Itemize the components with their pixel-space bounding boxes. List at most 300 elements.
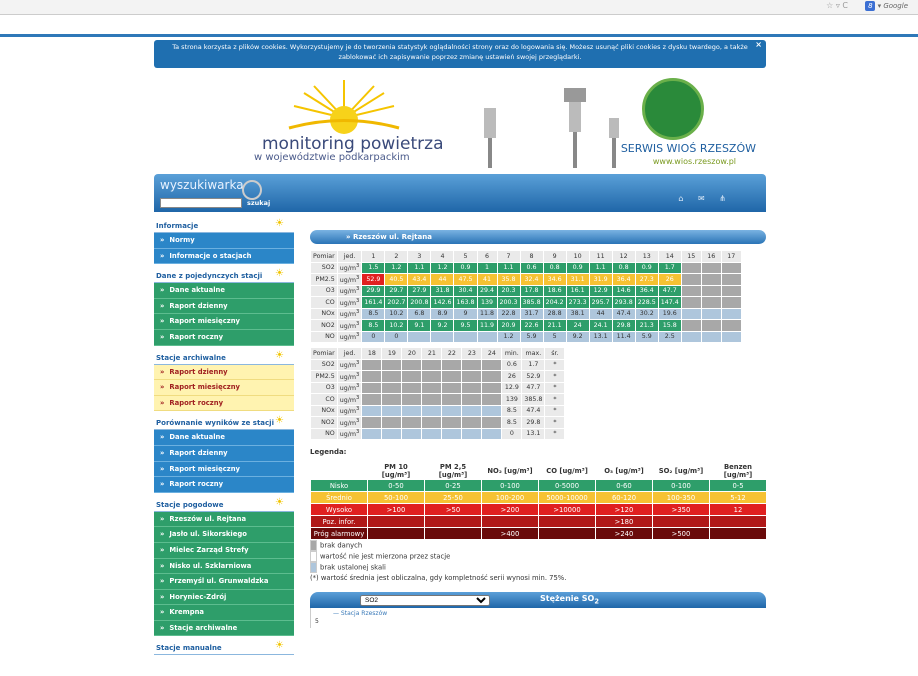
sidebar-section-title: Dane z pojedynczych stacji ☀ (154, 270, 294, 283)
legend-cell (710, 528, 767, 540)
sun-rays-icon: ☀ (275, 268, 284, 280)
value-cell: 163.8 (454, 297, 477, 309)
pollutant-cell: PM2.5 (311, 274, 338, 286)
header-cell: 13 (635, 251, 658, 263)
header-cell: 16 (701, 251, 721, 263)
value-cell: 1.2 (497, 331, 520, 343)
arrow-icon: » (160, 286, 165, 295)
value-cell (422, 371, 442, 383)
arrow-icon: » (160, 433, 165, 442)
search-engine[interactable]: 8 ▾ Google (865, 1, 908, 11)
header-cell: 15 (681, 251, 701, 263)
arrow-icon: » (160, 592, 165, 601)
value-cell: 0.9 (635, 262, 658, 274)
value-cell: 1.2 (431, 262, 454, 274)
value-cell: 9.2 (566, 331, 589, 343)
value-cell (462, 417, 482, 429)
value-cell: * (545, 382, 565, 394)
pollutant-cell: NO2 (311, 320, 338, 332)
sidebar-section-title: Stacje manualne ☀ (154, 642, 294, 655)
value-cell: 18.6 (543, 285, 566, 297)
value-cell (402, 394, 422, 406)
header-cell: 10 (566, 251, 589, 263)
value-cell: 204.2 (543, 297, 566, 309)
y-tick: 5 (315, 618, 319, 625)
table-row (311, 394, 565, 406)
mail-icon[interactable]: ✉ (698, 194, 705, 203)
serwis-title: SERWIS WIOŚ RZESZÓW (620, 142, 756, 155)
value-cell (422, 417, 442, 429)
legend-cell: >120 (596, 504, 653, 516)
legend-cell: 0-50 (368, 480, 425, 492)
header-cell: 3 (408, 251, 431, 263)
legend-cell (425, 516, 482, 528)
arrow-icon: » (160, 530, 165, 539)
header-cell: 22 (442, 348, 462, 360)
value-cell: 47.5 (454, 274, 477, 286)
value-cell: 8.5 (502, 405, 522, 417)
arrow-icon: » (160, 448, 165, 457)
value-cell: * (545, 428, 565, 440)
header-cell: min. (502, 348, 522, 360)
pollutant-cell: NO2 (311, 417, 338, 429)
legend-note: (*) wartość średnia jest obliczalna, gdy kompletność serii wynosi min. 75%. (310, 574, 567, 582)
value-cell: 2.5 (658, 331, 681, 343)
value-cell (482, 417, 502, 429)
unit-cell: $ug/m^3$ (337, 262, 362, 274)
main-content (310, 230, 766, 628)
header-cell: 4 (431, 251, 454, 263)
sidebar-item[interactable]: » Krempna (154, 605, 294, 621)
value-cell (701, 297, 721, 309)
value-cell (681, 274, 701, 286)
value-cell: 10.2 (385, 308, 408, 320)
value-cell (721, 297, 741, 309)
value-cell (681, 308, 701, 320)
legend-cell: 0-100 (482, 480, 539, 492)
value-cell (442, 394, 462, 406)
sidebar-item[interactable]: » Raport roczny (154, 330, 294, 346)
header-icons (666, 194, 726, 203)
sidebar-item[interactable]: » Dane aktualne (154, 283, 294, 299)
legend-key: wartość nie jest mierzona przez stacje (310, 551, 766, 562)
unit-cell: $ug/m^3$ (337, 320, 362, 332)
table-row (311, 428, 565, 440)
header-cell: jed. (337, 251, 362, 263)
table-row (311, 285, 742, 297)
value-cell (462, 394, 482, 406)
legend-cell: >400 (482, 528, 539, 540)
magnifier-icon (242, 180, 262, 200)
value-cell: 0.6 (520, 262, 543, 274)
table-row (311, 359, 565, 371)
legend-cell: >100 (368, 504, 425, 516)
value-cell (362, 428, 382, 440)
value-cell: 11.9 (477, 320, 497, 332)
value-cell (362, 371, 382, 383)
legend-row (311, 528, 767, 540)
legend-row (311, 492, 767, 504)
header-cell: 1 (362, 251, 385, 263)
legend-cell (482, 516, 539, 528)
value-cell (462, 359, 482, 371)
value-cell: 139 (477, 297, 497, 309)
sidebar-item[interactable]: » Mielec Zarząd Strefy (154, 543, 294, 559)
unit-cell: $ug/m^3$ (337, 371, 362, 383)
sidebar-section-s1 (154, 220, 294, 264)
value-cell (422, 359, 442, 371)
value-cell: 26 (658, 274, 681, 286)
unit-cell: $ug/m^3$ (337, 359, 362, 371)
value-cell: 31.9 (589, 274, 612, 286)
value-cell (477, 331, 497, 343)
arrow-icon: » (160, 480, 165, 489)
value-cell: 9 (454, 308, 477, 320)
value-cell: 1.1 (408, 262, 431, 274)
sun-rays-icon: ☀ (275, 349, 284, 361)
search-bar (154, 174, 766, 212)
site-subtitle: w województwie podkarpackim (254, 152, 410, 163)
value-cell: 24.1 (589, 320, 612, 332)
value-cell: 36.4 (612, 274, 635, 286)
value-cell (382, 394, 402, 406)
header-cell: 24 (482, 348, 502, 360)
value-cell: 9.5 (454, 320, 477, 332)
value-cell (382, 382, 402, 394)
sidebar-item[interactable]: » Raport dzienny (154, 299, 294, 315)
chart-body (310, 608, 766, 628)
value-cell: 5 (543, 331, 566, 343)
header-cell: 19 (382, 348, 402, 360)
value-cell (462, 428, 482, 440)
unit-cell: $ug/m^3$ (337, 382, 362, 394)
legend-row (311, 480, 767, 492)
arrow-icon: » (160, 332, 165, 341)
value-cell (402, 405, 422, 417)
value-cell (681, 331, 701, 343)
sidebar-section-title: Informacje ☀ (154, 220, 294, 233)
sidebar-item[interactable]: » Raport dzienny (154, 365, 294, 381)
sitemap-icon[interactable]: ⋔ (719, 194, 726, 203)
pollutant-cell: NOx (311, 308, 338, 320)
value-cell (402, 371, 422, 383)
arrow-icon: » (160, 383, 165, 392)
legend-cell: 0-60 (596, 480, 653, 492)
website-url[interactable]: www.wios.rzeszow.pl (652, 157, 736, 166)
home-icon[interactable]: ⌂ (678, 194, 684, 203)
value-cell: 0 (362, 331, 385, 343)
value-cell: 0.6 (502, 359, 522, 371)
chart-title: Stężenie $SO_2$ (540, 594, 599, 606)
value-cell: 30.4 (454, 285, 477, 297)
sidebar-section-s4 (154, 417, 294, 492)
legend-header: CO [ug/m³] (539, 463, 596, 480)
value-cell (462, 382, 482, 394)
legend-cell (368, 528, 425, 540)
arrow-icon: » (160, 577, 165, 586)
value-cell: * (545, 371, 565, 383)
value-cell: 8.5 (502, 417, 522, 429)
sidebar-item[interactable]: » Raport dzienny (154, 446, 294, 462)
value-cell: 0.9 (454, 262, 477, 274)
sidebar-section-s2 (154, 270, 294, 345)
arrow-icon: » (160, 561, 165, 570)
header-banner (154, 68, 766, 173)
value-cell: 29.8 (612, 320, 635, 332)
value-cell: 47.7 (658, 285, 681, 297)
value-cell: 21.3 (635, 320, 658, 332)
search-label: wyszukiwarka (160, 178, 244, 192)
value-cell (382, 428, 402, 440)
table-row (311, 308, 742, 320)
value-cell: 29.4 (477, 285, 497, 297)
header-cell: 6 (477, 251, 497, 263)
sidebar-item[interactable]: » Horyniec-Zdrój (154, 590, 294, 606)
legend-cell: 100-350 (653, 492, 710, 504)
value-cell (721, 262, 741, 274)
google-icon: 8 (865, 1, 875, 11)
legend-header: O₃ [ug/m³] (596, 463, 653, 480)
legend-cell: >10000 (539, 504, 596, 516)
value-cell: 35.8 (497, 274, 520, 286)
value-cell (681, 297, 701, 309)
value-cell (681, 262, 701, 274)
value-cell (442, 382, 462, 394)
value-cell: 1.5 (362, 262, 385, 274)
value-cell: 1.7 (658, 262, 681, 274)
legend-cell: >500 (653, 528, 710, 540)
cookie-banner (154, 40, 766, 68)
header-cell: Pomiar (311, 251, 338, 263)
legend-header: Benzen [ug/m³] (710, 463, 767, 480)
value-cell: 9.2 (431, 320, 454, 332)
legend-cell: 5000-10000 (539, 492, 596, 504)
value-cell: 12.9 (502, 382, 522, 394)
value-cell: 34.6 (543, 274, 566, 286)
legend-cell: 5-12 (710, 492, 767, 504)
value-cell: 47.4 (522, 405, 545, 417)
value-cell: 5.9 (635, 331, 658, 343)
value-cell: 16.1 (566, 285, 589, 297)
arrow-icon: » (160, 236, 165, 244)
value-cell: 202.7 (385, 297, 408, 309)
header-cell: śr. (545, 348, 565, 360)
search-input[interactable] (160, 198, 242, 208)
value-cell: 41 (477, 274, 497, 286)
sidebar-item[interactable]: » Raport miesięczny (154, 462, 294, 478)
legend-cell (539, 528, 596, 540)
value-cell: 10.2 (385, 320, 408, 332)
value-cell (362, 359, 382, 371)
value-cell: 295.7 (589, 297, 612, 309)
value-cell (701, 308, 721, 320)
value-cell: 44 (589, 308, 612, 320)
legend-cell: 12 (710, 504, 767, 516)
value-cell: 6.8 (408, 308, 431, 320)
legend-cell: 0-25 (425, 480, 482, 492)
value-cell (701, 331, 721, 343)
value-cell (402, 428, 422, 440)
search-button[interactable]: szukaj (247, 199, 271, 207)
legend-header (311, 463, 368, 480)
legend-cell: 25-50 (425, 492, 482, 504)
legend-cell (425, 528, 482, 540)
value-cell: 8.9 (431, 308, 454, 320)
legend-cell (539, 516, 596, 528)
browser-bar (0, 0, 918, 15)
value-cell: 38.1 (566, 308, 589, 320)
value-cell (701, 320, 721, 332)
value-cell (362, 382, 382, 394)
value-cell (721, 331, 741, 343)
value-cell: 29.9 (362, 285, 385, 297)
header-cell: 23 (462, 348, 482, 360)
value-cell: 139 (502, 394, 522, 406)
sidebar-item[interactable]: » Raport roczny (154, 477, 294, 493)
sidebar-item[interactable]: » Stacje archiwalne (154, 621, 294, 637)
header-cell: max. (522, 348, 545, 360)
unit-cell: $ug/m^3$ (337, 297, 362, 309)
value-cell: 31.7 (520, 308, 543, 320)
unit-cell: $ug/m^3$ (337, 405, 362, 417)
value-cell: 9.1 (408, 320, 431, 332)
value-cell: 17.8 (520, 285, 543, 297)
sidebar-section-s3 (154, 349, 294, 412)
sidebar-section-s6 (154, 642, 294, 655)
arrow-icon: » (160, 514, 165, 523)
value-cell (362, 417, 382, 429)
value-cell: 32.4 (520, 274, 543, 286)
value-cell: 20.3 (497, 285, 520, 297)
header-cell: 20 (402, 348, 422, 360)
legend-cell: 50-100 (368, 492, 425, 504)
value-cell: 11.4 (612, 331, 635, 343)
value-cell (422, 428, 442, 440)
value-cell: 30.2 (635, 308, 658, 320)
legend-header: SO₂ [ug/m³] (653, 463, 710, 480)
value-cell: 147.4 (658, 297, 681, 309)
value-cell: 13.1 (522, 428, 545, 440)
value-cell (721, 308, 741, 320)
close-icon[interactable]: × (755, 40, 762, 49)
legend-cell: 0-5000 (539, 480, 596, 492)
sidebar-item[interactable]: » Informacje o stacjach (154, 249, 294, 265)
sidebar (154, 220, 294, 661)
legend-cell: 100-200 (482, 492, 539, 504)
cookie-text: Ta strona korzysta z plików cookies. Wykorzystujemy je do tworzenia statystyk oglądalności strony oraz do logowania się. Możesz usunąć pliki cookies z dysku twardego, a także zablokować ich zapisywanie poprzez zmianę ustawień swojej przeglądarki. (172, 43, 748, 61)
star-icon[interactable]: ☆ ▿ C (826, 1, 848, 10)
sidebar-item[interactable]: » Nisko ul. Szklarniowa (154, 559, 294, 575)
pollutant-select[interactable] (360, 595, 490, 606)
sidebar-item[interactable]: » Przemyśl ul. Grunwaldzka (154, 574, 294, 590)
value-cell: 44 (431, 274, 454, 286)
value-cell: 21.1 (543, 320, 566, 332)
value-cell: 52.9 (522, 371, 545, 383)
sidebar-section-title: Stacje archiwalne ☀ (154, 352, 294, 365)
top-stripe (0, 34, 918, 37)
unit-cell: $ug/m^3$ (337, 331, 362, 343)
legend-header: NO₂ [ug/m³] (482, 463, 539, 480)
arrow-icon: » (160, 301, 165, 310)
arrow-icon: » (160, 398, 165, 407)
value-cell (402, 382, 422, 394)
swatch-icon (310, 540, 317, 551)
value-cell: 52.9 (362, 274, 385, 286)
value-cell (462, 405, 482, 417)
table-row (311, 320, 742, 332)
table-row (311, 262, 742, 274)
value-cell (482, 359, 502, 371)
table-row (311, 371, 565, 383)
value-cell (422, 394, 442, 406)
table-row (311, 331, 742, 343)
header-cell: 21 (422, 348, 442, 360)
value-cell: 161.4 (362, 297, 385, 309)
value-cell: * (545, 405, 565, 417)
legend-cell: 0-5 (710, 480, 767, 492)
sidebar-item[interactable]: » Jasło ul. Sikorskiego (154, 527, 294, 543)
sidebar-section-title: Porównanie wyników ze stacji ☀ (154, 417, 294, 430)
sidebar-item[interactable]: » Raport miesięczny (154, 380, 294, 396)
value-cell (482, 394, 502, 406)
sidebar-item[interactable]: » Normy (154, 233, 294, 249)
pollutant-cell: SO2 (311, 262, 338, 274)
hourly-table-1 (310, 250, 742, 343)
legend-cell: >240 (596, 528, 653, 540)
value-cell (462, 371, 482, 383)
unit-cell: $ug/m^3$ (337, 308, 362, 320)
legend-cell (653, 516, 710, 528)
value-cell: 8.5 (362, 320, 385, 332)
value-cell: 20.9 (497, 320, 520, 332)
sidebar-item[interactable]: » Dane aktualne (154, 430, 294, 446)
legend-cell: 0-100 (653, 480, 710, 492)
value-cell (442, 359, 462, 371)
legend-cell: Poz. infor. (311, 516, 368, 528)
sidebar-section-s5 (154, 496, 294, 637)
value-cell (721, 285, 741, 297)
value-cell (482, 371, 502, 383)
value-cell (362, 394, 382, 406)
legend-cell: Nisko (311, 480, 368, 492)
sidebar-item[interactable]: » Raport miesięczny (154, 314, 294, 330)
value-cell: 1.1 (497, 262, 520, 274)
header-cell: 11 (589, 251, 612, 263)
legend-header: PM 2,5 [ug/m³] (425, 463, 482, 480)
value-cell: 29.7 (385, 285, 408, 297)
sidebar-item[interactable]: » Raport roczny (154, 396, 294, 412)
value-cell: 293.8 (612, 297, 635, 309)
value-cell: 0 (502, 428, 522, 440)
pollutant-cell: NO (311, 428, 338, 440)
value-cell (402, 359, 422, 371)
pollutant-cell: CO (311, 297, 338, 309)
unit-cell: $ug/m^3$ (337, 394, 362, 406)
arrow-icon: » (160, 608, 165, 617)
sidebar-item[interactable]: » Rzeszów ul. Rejtana (154, 512, 294, 528)
table-row (311, 417, 565, 429)
value-cell: 43.4 (408, 274, 431, 286)
legend-header: PM 10 [ug/m³] (368, 463, 425, 480)
legend-cell (368, 516, 425, 528)
value-cell (382, 371, 402, 383)
value-cell: 22.6 (520, 320, 543, 332)
value-cell: 0.8 (612, 262, 635, 274)
value-cell: 26 (502, 371, 522, 383)
legend-key: brak ustalonej skali (310, 562, 766, 573)
monitoring-station-icon (474, 88, 624, 168)
legend-title: Legenda: (310, 448, 347, 456)
